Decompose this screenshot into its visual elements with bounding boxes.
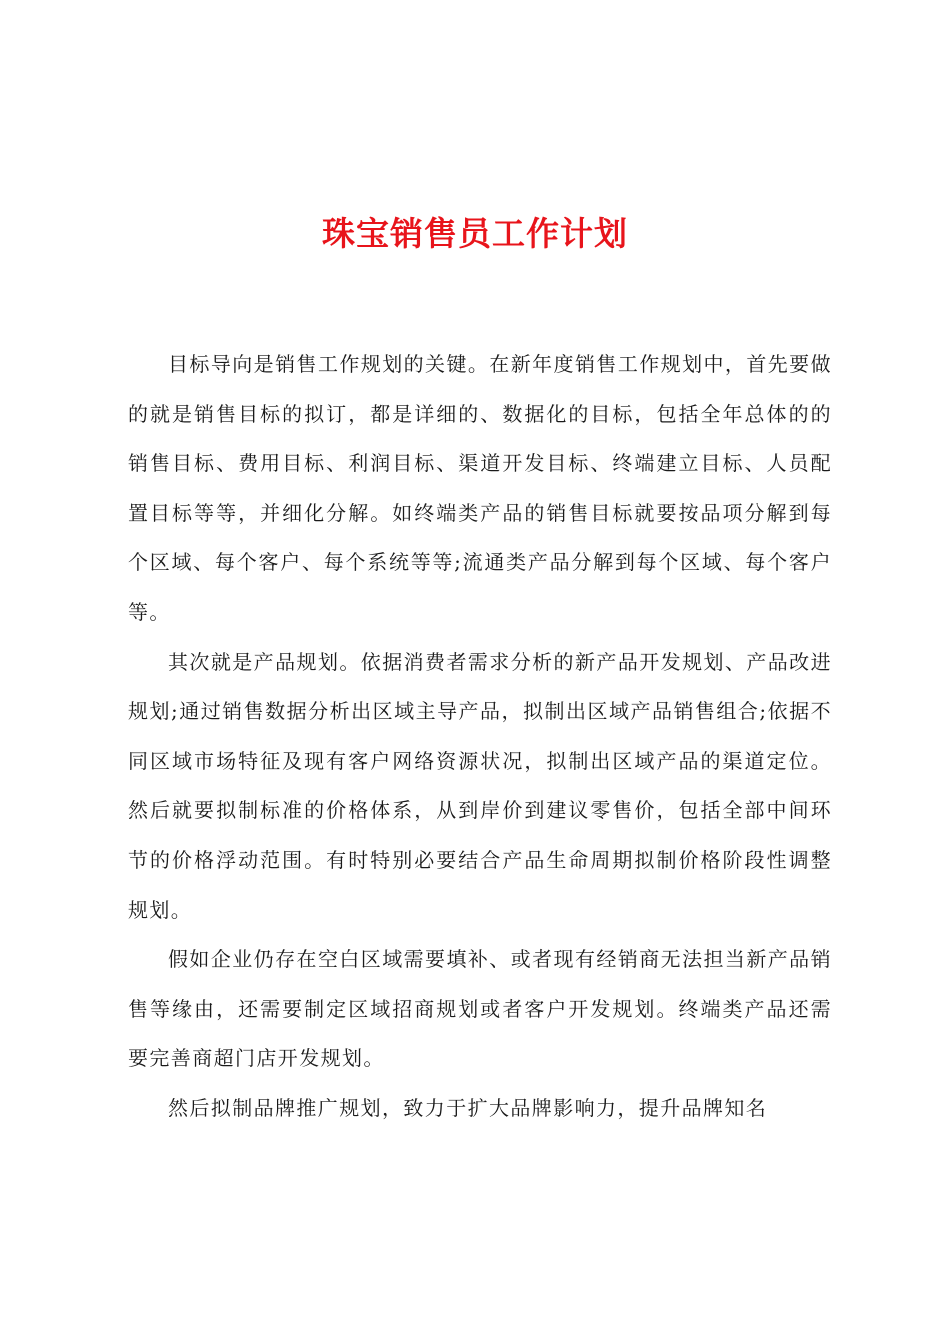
paragraph-3: 假如企业仍存在空白区域需要填补、或者现有经销商无法担当新产品销售等缘由，还需要制定区域招商规划或者客户开发规划。终端类产品还需要完善商超门店开发规划。: [128, 947, 832, 1071]
document-body: [128, 340, 832, 1134]
paragraph-1: 目标导向是销售工作规划的关键。在新年度销售工作规划中，首先要做的就是销售目标的拟订，都是详细的、数据化的目标，包括全年总体的的销售目标、费用目标、利润目标、渠道开发目标、终端建立目标、人员配置目标等等，并细化分解。如终端类产品的销售目标就要按品项分解到每个区域、每个客户、每个系统等等;流通类产品分解到每个区域、每个客户等。: [128, 352, 832, 624]
document-title: 珠宝销售员工作计划: [322, 214, 628, 253]
paragraph-4: 然后拟制品牌推广规划，致力于扩大品牌影响力，提升品牌知名: [168, 1095, 768, 1120]
paragraph-2: 其次就是产品规划。依据消费者需求分析的新产品开发规划、产品改进规划;通过销售数据分析出区域主导产品，拟制出区域产品销售组合;依据不同区域市场特征及现有客户网络资源状况，拟制出区域产品的渠道定位。然后就要拟制标准的价格体系，从到岸价到建议零售价，包括全部中间环节的价格浮动范围。有时特别必要结合产品生命周期拟制价格阶段性调整规划。: [128, 649, 832, 922]
